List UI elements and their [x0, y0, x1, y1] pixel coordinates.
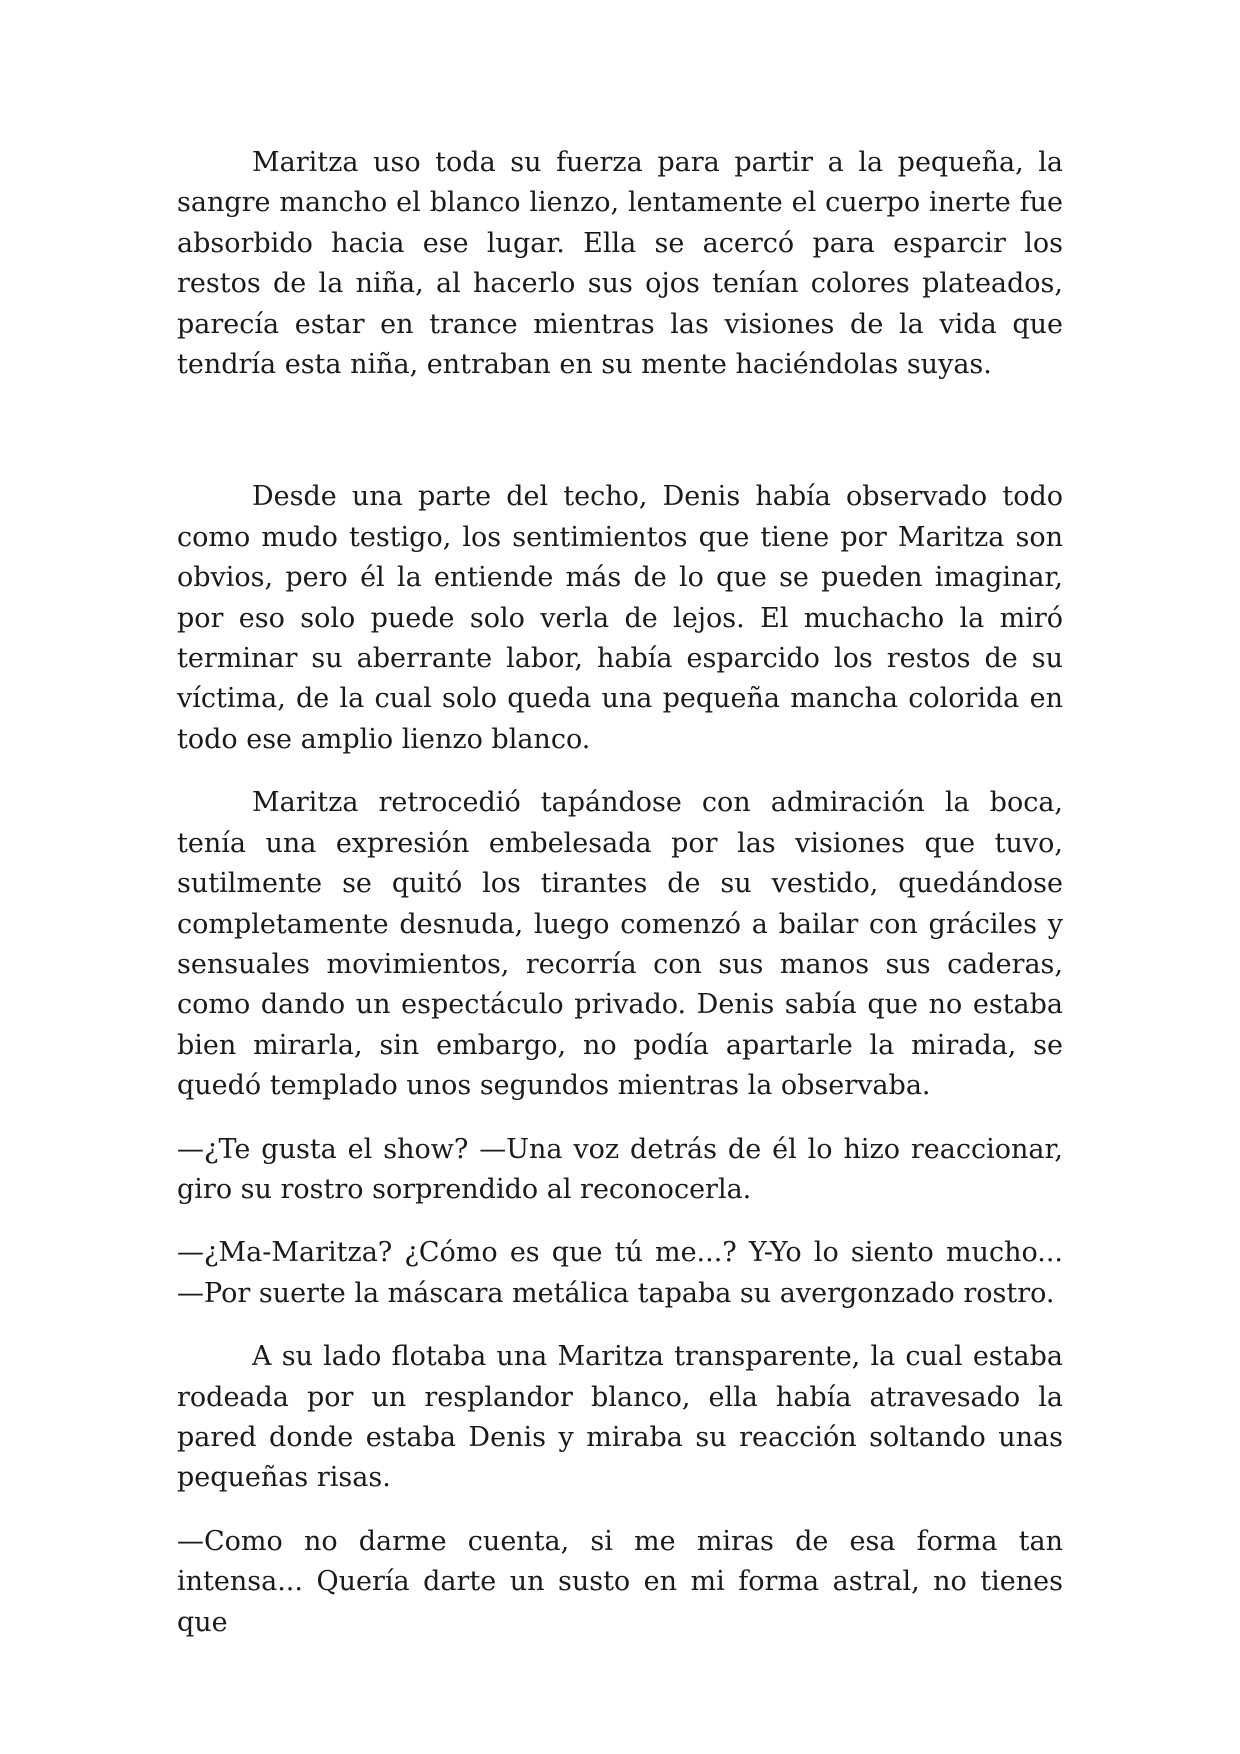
dialogue-3: —Como no darme cuenta, si me miras de esa forma tan intensa... Quería darte un susto en mi forma astral, no tienes que: [177, 1525, 1063, 1638]
dialogue-1: —¿Te gusta el show? —Una voz detrás de él lo hizo reaccionar, giro su rostro sorprendido al reconocerla.: [177, 1133, 1063, 1205]
paragraph-4: A su lado flotaba una Maritza transparente, la cual estaba rodeada por un resplandor blanco, ella había atravesado la pared donde estaba Denis y miraba su reacción soltando unas pequeñas risas.: [177, 1341, 1063, 1494]
paragraph-1: Maritza uso toda su fuerza para partir a la pequeña, la sangre mancho el blanco lienzo, lentamente el cuerpo inerte fue absorbido hacia ese lugar. Ella se acercó para esparcir los restos de la niña, al hacerlo sus ojos tenían colores plateados, parecía estar en trance mientras las visiones de la vida que tendría esta niña, entraban en su mente haciéndolas suyas.: [177, 147, 1063, 381]
body-text: [177, 143, 1063, 1643]
paragraph-2: Desde una parte del techo, Denis había observado todo como mudo testigo, los sentimientos que tiene por Maritza son obvios, pero él la entiende más de lo que se pueden imaginar, por eso solo puede solo verla de lejos. El muchacho la miró terminar su aberrante labor, había esparcido los restos de su víctima, de la cual solo queda una pequeña mancha colorida en todo ese amplio lienzo blanco.: [177, 481, 1063, 755]
dialogue-2: —¿Ma-Maritza? ¿Cómo es que tú me...? Y-Yo lo siento mucho... —Por suerte la máscara metálica tapaba su avergonzado rostro.: [177, 1237, 1063, 1309]
paragraph-3: Maritza retrocedió tapándose con admiración la boca, tenía una expresión embelesada por las visiones que tuvo, sutilmente se quitó los tirantes de su vestido, quedándose completamente desnuda, luego comenzó a bailar con gráciles y sensuales movimientos, recorría con sus manos sus caderas, como dando un espectáculo privado. Denis sabía que no estaba bien mirarla, sin embargo, no podía apartarle la mirada, se quedó templado unos segundos mientras la observaba.: [177, 787, 1063, 1102]
